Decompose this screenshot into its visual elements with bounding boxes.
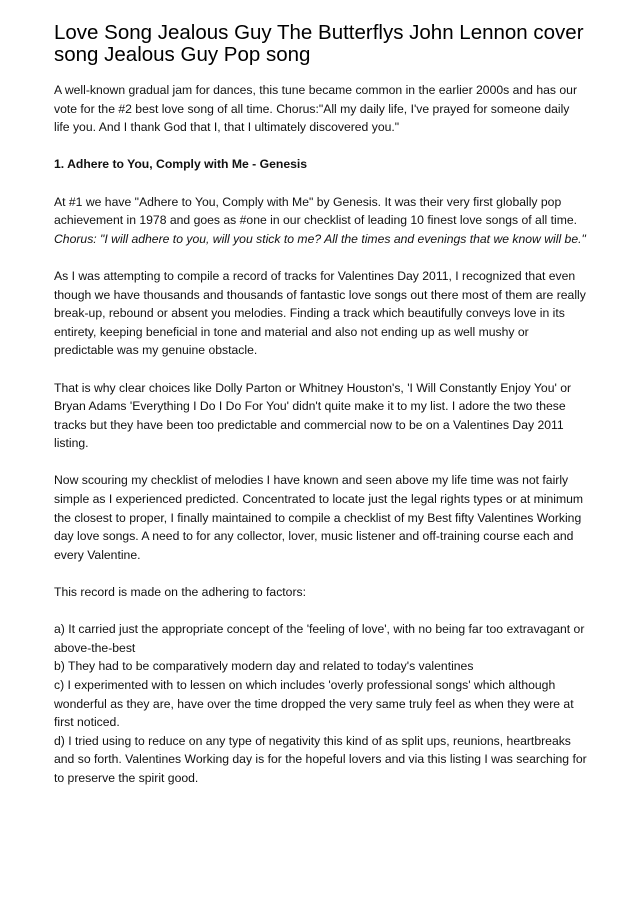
- intro-paragraph: A well-known gradual jam for dances, this tune became common in the earlier 2000s and has our vote for the #2 best love song of all time. Chorus:"All my daily life, I've prayed for someone daily life you. And I thank God that I, that I ultimately discovered you.": [54, 83, 577, 135]
- factor-item: c) I experimented with to lessen on which includes 'overly professional songs' which although wonderful as they are, have over the time dropped the very same truly feel as when they were at first noticed.: [54, 678, 574, 730]
- factor-item: b) They had to be comparatively modern day and related to today's valentines: [54, 659, 474, 674]
- document-title: Love Song Jealous Guy The Butterflys John Lennon cover song Jealous Guy Pop song: [54, 21, 584, 66]
- section-heading: 1. Adhere to You, Comply with Me - Genesis: [54, 157, 308, 172]
- factor-item: a) It carried just the appropriate concept of the 'feeling of love', with no being far too extravagant or above-the-best: [54, 622, 585, 655]
- factor-item: d) I tried using to reduce on any type of negativity this kind of as split ups, reunions, heartbreaks and so forth. Valentines Working day is for the hopeful lovers and via this listing I was searching for to preserve the spirit good.: [54, 733, 587, 785]
- section-body-paragraph: [54, 193, 588, 249]
- section-body-text: At #1 we have "Adhere to You, Comply with Me" by Genesis. It was their very first globally pop achievement in 1978 and goes as #one in our checklist of leading 10 finest love songs of all time.: [54, 194, 578, 228]
- body-paragraph: That is why clear choices like Dolly Parton or Whitney Houston's, 'I Will Constantly Enjoy You' or Bryan Adams 'Everything I Do I Do For You' didn't quite make it to my list. I adore the two these tracks but they have been too predictable and commercial now to be on a Valentines Day 2011 listing.: [54, 380, 572, 451]
- body-paragraph: Now scouring my checklist of melodies I have known and seen above my life time was not fairly simple as I experienced predicted. Concentrated to locate just the legal rights types or at minimum the closest to proper, I finally maintained to compile a checklist of my Best fifty Valentines Working day love songs. A need to for any collector, lover, music listener and off-training course each and every Valentine.: [54, 473, 584, 562]
- chorus-quote: Chorus: "I will adhere to you, will you stick to me? All the times and evenings that we know will be.": [54, 231, 586, 246]
- factors-intro: This record is made on the adhering to factors:: [54, 585, 307, 600]
- body-paragraph: As I was attempting to compile a record of tracks for Valentines Day 2011, I recognized that even though we have thousands and thousands of fantastic love songs out there most of them are really break-up, rebound or absent you melodies. Finding a track which beautifully conveys love in its entirety, keeping beneficial in tone and material and also not ending up as well mushy or predictable was my genuine obstacle.: [54, 268, 586, 358]
